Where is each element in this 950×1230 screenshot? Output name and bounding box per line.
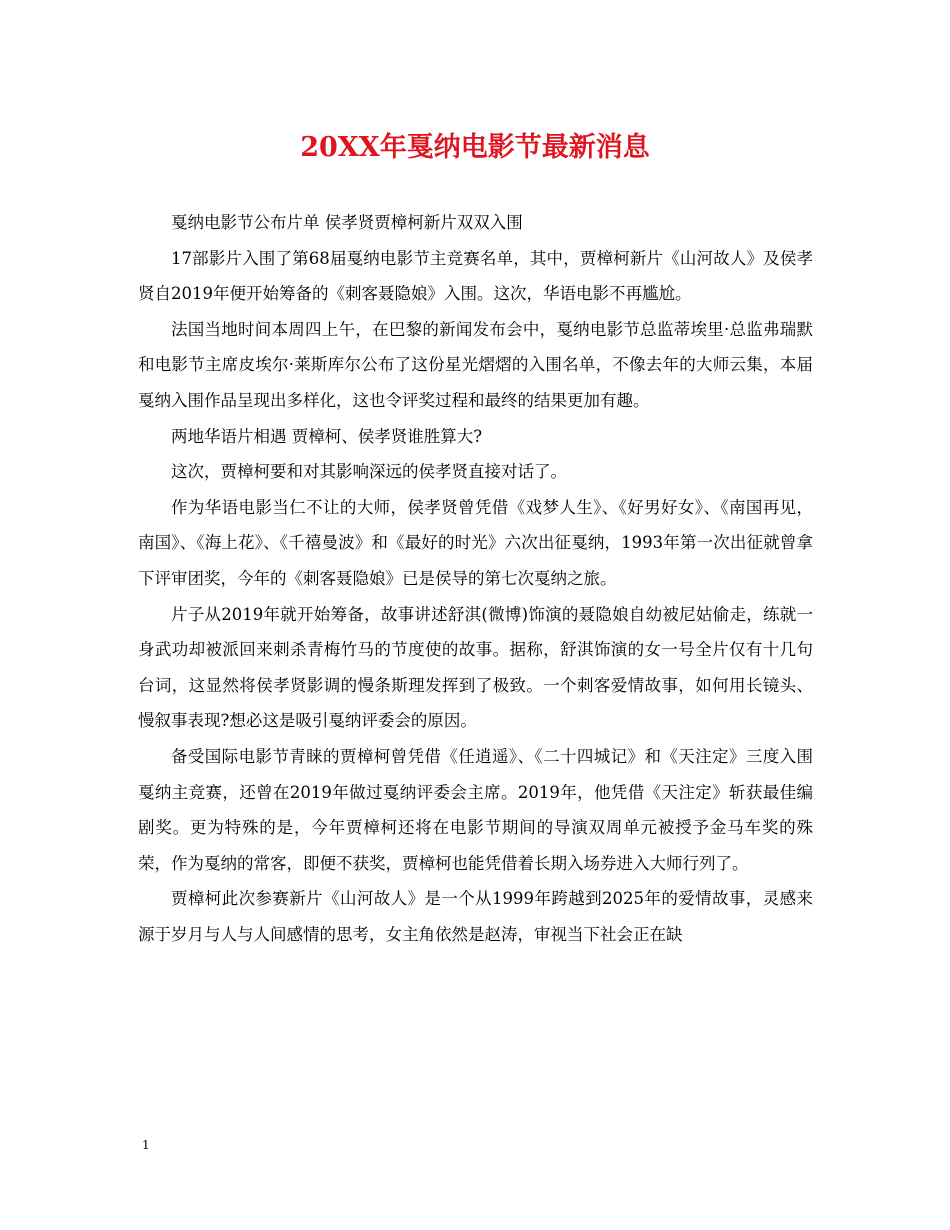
page-number: 1 [142,1138,150,1152]
document-title: 20XX年戛纳电影节最新消息 [300,132,650,163]
paragraph: 法国当地时间本周四上午，在巴黎的新闻发布会中，戛纳电影节总监蒂埃里·总监弗瑞默和电影节主席皮埃尔·莱斯库尔公布了这份星光熠熠的入围名单，不像去年的大师云集，本届戛纳入围作品呈现出多样化，这也令评奖过程和最终的结果更加有趣。 [138,319,813,410]
paragraph: 17部影片入围了第68届戛纳电影节主竞赛名单，其中，贾樟柯新片《山河故人》及侯孝贤自2019年便开始筹备的《刺客聂隐娘》入围。这次，华语电影不再尴尬。 [138,248,813,304]
paragraph-subheading: 两地华语片相遇 贾樟柯、侯孝贤谁胜算大? [171,426,483,446]
paragraph: 片子从2019年就开始筹备，故事讲述舒淇(微博)饰演的聂隐娘自幼被尼姑偷走，练就一身武功却被派回来刺杀青梅竹马的节度使的故事。据称，舒淇饰演的女一号全片仅有十几句台词，这显然将侯孝贤影调的慢条斯理发挥到了极致。一个刺客爱情故事，如何用长镜头、慢叙事表现?想必这是吸引戛纳评委会的原因。 [138,604,813,731]
paragraph: 备受国际电影节青睐的贾樟柯曾凭借《任逍遥》、《二十四城记》和《天注定》三度入围戛纳主竞赛，还曾在2019年做过戛纳评委会主席。2019年，他凭借《天注定》斩获最佳编剧奖。更为特殊的是，今年贾樟柯还将在电影节期间的导演双周单元被授予金马车奖的殊荣，作为戛纳的常客，即便不获奖，贾樟柯也能凭借着长期入场券进入大师行列了。 [138,746,813,873]
paragraph-subtitle: 戛纳电影节公布片单 侯孝贤贾樟柯新片双双入围 [171,213,523,232]
paragraph: 这次，贾樟柯要和对其影响深远的侯孝贤直接对话了。 [171,462,567,482]
paragraph: 作为华语电影当仁不让的大师，侯孝贤曾凭借《戏梦人生》、《好男好女》、《南国再见，南国》、《海上花》、《千禧曼波》和《最好的时光》六次出征戛纳，1993年第一次出征就曾拿下评审团奖，今年的《刺客聂隐娘》已是侯导的第七次戛纳之旅。 [138,497,813,588]
document-body [138,205,813,952]
paragraph: 贾樟柯此次参赛新片《山河故人》是一个从1999年跨越到2025年的爱情故事，灵感来源于岁月与人与人间感情的思考，女主角依然是赵涛，审视当下社会正在缺 [138,889,813,944]
